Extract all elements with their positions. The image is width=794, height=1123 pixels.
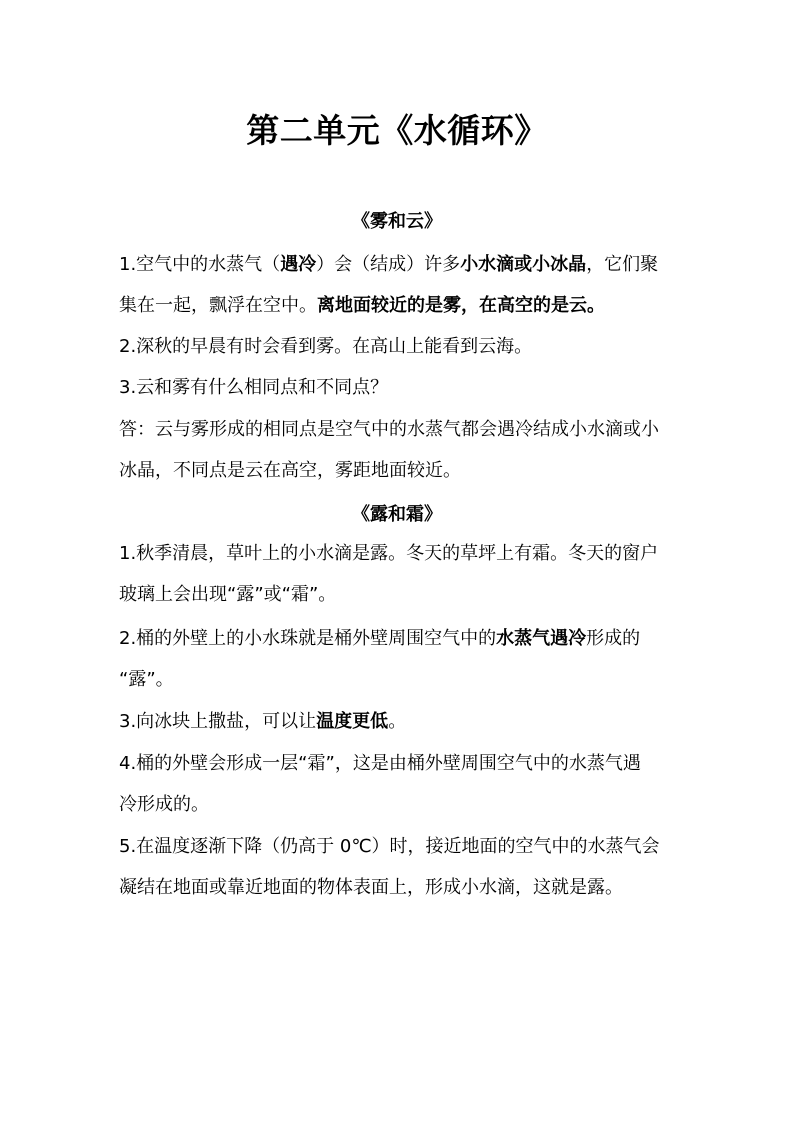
text-run: 。 <box>388 711 407 732</box>
bold-text-run: 水蒸气遇冷 <box>496 628 587 649</box>
text-run: 形成的 <box>586 628 641 649</box>
fog-answer-line-1: 答：云与雾形成的相同点是空气中的水蒸气都会遇冷结成小水滴或小 <box>119 419 659 440</box>
text-run: 集在一起，飘浮在空中。 <box>119 295 317 316</box>
dew-item-4-line-1: 4.桶的外壁会形成一层“霜”，这是由桶外壁周围空气中的水蒸气遇 <box>119 753 641 774</box>
fog-item-1-line-1 <box>119 244 685 285</box>
text-run: 2.桶的外壁上的小水珠就是桶外壁周围空气中的 <box>119 628 497 649</box>
dew-item-3-text <box>119 701 685 742</box>
section-heading-fog-and-cloud: 《雾和云》 <box>352 211 442 232</box>
dew-item-3 <box>119 701 685 742</box>
bold-text-run: 温度更低 <box>316 711 389 732</box>
dew-item-4 <box>119 743 685 825</box>
text-run: 3.向冰块上撒盐，可以让 <box>119 711 317 732</box>
dew-item-2 <box>119 618 685 700</box>
fog-item-1-line-2 <box>119 285 685 326</box>
dew-item-4-line-2: 冷形成的。 <box>119 794 209 815</box>
bold-text-run: 小水滴或小冰晶 <box>460 254 587 275</box>
page-title: 第二单元《水循环》 <box>246 111 548 150</box>
text-run: ）会（结成）许多 <box>316 254 461 275</box>
bold-text-run: 遇冷 <box>280 254 317 275</box>
dew-item-5-line-1: 5.在温度逐渐下降（仍高于 0℃）时，接近地面的空气中的水蒸气会 <box>119 836 660 857</box>
dew-item-2-line-1 <box>119 618 685 659</box>
fog-item-2 <box>119 326 685 367</box>
fog-answer <box>119 409 685 491</box>
dew-item-1-line-2: 玻璃上会出现“露”或“霜”。 <box>119 584 337 605</box>
dew-item-2-line-2: “露”。 <box>119 669 174 690</box>
fog-item-2-text: 2.深秋的早晨有时会看到雾。在高山上能看到云海。 <box>119 336 533 357</box>
dew-item-1 <box>119 533 685 615</box>
dew-item-5 <box>119 826 685 908</box>
fog-item-3-text: 3.云和雾有什么相同点和不同点？ <box>119 377 389 398</box>
bold-text-run: 离地面较近的是雾，在高空的是云。 <box>317 295 605 316</box>
text-run: 1.空气中的水蒸气（ <box>119 254 281 275</box>
fog-item-3 <box>119 367 685 408</box>
dew-item-1-line-1: 1.秋季清晨，草叶上的小水滴是露。冬天的草坪上有霜。冬天的窗户 <box>119 543 659 564</box>
fog-item-1 <box>119 244 685 326</box>
fog-answer-line-2: 冰晶，不同点是云在高空，雾距地面较近。 <box>119 460 461 481</box>
dew-item-5-line-2: 凝结在地面或靠近地面的物体表面上，形成小水滴，这就是露。 <box>119 877 623 898</box>
section-heading-dew-and-frost: 《露和霜》 <box>352 504 442 525</box>
text-run: ，它们聚 <box>586 254 659 275</box>
